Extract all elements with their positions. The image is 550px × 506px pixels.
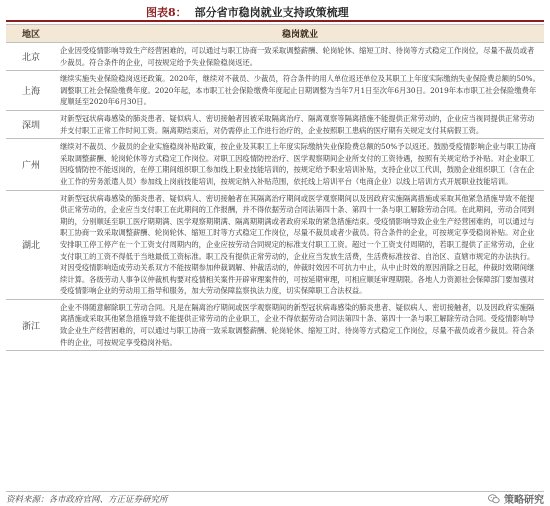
- table-row: [6, 190, 544, 299]
- table-row: [6, 71, 544, 111]
- table-row: [6, 110, 544, 138]
- region-cell: 湖北: [6, 190, 56, 299]
- policy-cell: 继续对不裁员、少裁员的企业实施稳岗补贴政策，按企业及其职工上年度实际缴纳失业保险费总额的50%予以返还。鼓励受疫情影响企业与职工协商采取调整薪酬、轮岗轮休等方式稳定工作岗位。对职工因疫情防控治疗、医学观察期间企业所支付的工资待遇，按照有关规定给予补贴。对企业职工因疫情防控不能返岗的，在停工期间组织职工参加线上职业技能培训的，按规定给予职业培训补贴，支持企业以工代训，鼓励企业组织职工（含在企业工作的劳务派遣人员）参加线上岗前技能培训，按规定纳入补贴范围，依托线上培训平台（电商企业）以线上培训方式开展职业技能培训。: [56, 139, 544, 190]
- policy-cell: 对新型冠状病毒感染的肺炎患者、疑似病人、密切接触者因被采取隔离治疗、隔离观察等隔离措施不能提供正常劳动的，企业应当视同提供正常劳动并支付职工正常工作时间工资。隔离期结束后，对仍需停止工作进行治疗的，企业按照职工患病的医疗期有关规定支付其病假工资。: [56, 110, 544, 138]
- source-note: 资料来源：各市政府官网、方正证券研究所: [6, 494, 168, 505]
- watermark-text: 策略研究: [504, 495, 544, 506]
- region-cell: 深圳: [6, 110, 56, 138]
- footer: [6, 491, 544, 505]
- policy-cell: 继续实施失业保险稳岗返还政策。2020年，继续对不裁员、少裁员，符合条件的用人单位返还单位及其职工上年度实际缴纳失业保险费总额的50%。调整职工社会保险缴费年度。2020年起，本市职工社会保险缴费年度起止日期调整为当年7月1日至次年6月30日。2019年本市职工社会保险缴费年度顺延至2020年6月30日。: [56, 71, 544, 111]
- table-row: [6, 43, 544, 71]
- region-cell: 浙江: [6, 299, 56, 350]
- policy-cell: 企业不得随意解除职工劳动合同。凡是在隔离治疗期间或医学观察期间的新型冠状病毒感染的肺炎患者、疑似病人、密切接触者，以及因政府实施隔离措施或采取其他紧急措施导致不能提供正常劳动的企业职工，企业不得依据劳动合同法第四十条、第四十一条与职工解除劳动合同。受疫情影响导致企业生产经营困难的，可以通过与职工协商一致采取调整薪酬、轮岗轮休、缩短工时、待岗等方式稳定工作岗位，尽量不裁员或者少裁员。符合条件的企业，可按规定享受稳岗补贴。: [56, 299, 544, 350]
- column-header-region: 地区: [6, 25, 56, 43]
- policy-cell: 对新型冠状病毒感染的肺炎患者、疑似病人、密切接触者在其隔离治疗期间或医学观察期间以及因政府实施隔离措施或采取其他紧急措施导致不能提供正常劳动的，企业应当支付职工在此期间的工作报酬，并不得依据劳动合同法第四十条、第四十一条与职工解除劳动合同。在此期间，劳动合同到期的，分别顺延至职工医疗期期满、医学观察期期满、隔离期期满或者政府采取的紧急措施结束。受疫情影响导致企业生产经营困难的，可以通过与职工协商一致采取调整薪酬、轮岗轮休、缩短工时等方式稳定工作岗位，尽量不裁员或者少裁员。符合条件的企业，可按规定享受稳岗补贴。对企业安排职工停工停产在一个工资支付周期内的，企业应按劳动合同规定的标准支付职工工资。超过一个工资支付周期的，若职工提供了正常劳动，企业支付职工的工资不得低于当地最低工资标准。职工没有提供正常劳动的，企业应当发放生活费，生活费标准按省、自治区、直辖市规定的办法执行。对因受疫情影响造成劳动关系双方不能按期参加仲裁调解、仲裁活动的，仲裁时效因不可抗力中止，从中止时效的原因消除之日起，仲裁时效期间继续计算。各级劳动人事争议仲裁机构要对疫情相关案件开辟审理案件的，可按延期审理，可相应顺延审理期限。各地人力资源社会保障部门要加强对受疫情影响企业的劳动用工指导和服务，加大劳动保障监察执法力度，切实保障职工合法权益。: [56, 190, 544, 299]
- column-header-policy: 稳岗就业: [56, 25, 544, 43]
- policy-cell: 企业因受疫情影响导致生产经营困难的，可以通过与职工协商一致采取调整薪酬、轮岗轮休、缩短工时、待岗等方式稳定工作岗位，尽量不裁员或者少裁员。符合条件的企业，可按规定给予失业保险稳岗返还。: [56, 43, 544, 71]
- watermark: [488, 491, 544, 506]
- policy-table: [6, 24, 544, 351]
- region-cell: 北京: [6, 43, 56, 71]
- wechat-icon: [488, 494, 500, 504]
- title-bar: [6, 4, 544, 22]
- figure-label: 图表8：: [146, 6, 187, 19]
- table-row: [6, 139, 544, 190]
- figure-title: 部分省市稳岗就业支持政策梳理: [194, 6, 349, 19]
- region-cell: 上海: [6, 71, 56, 111]
- region-cell: 广州: [6, 139, 56, 190]
- table-header-row: [6, 25, 544, 43]
- table-row: [6, 299, 544, 350]
